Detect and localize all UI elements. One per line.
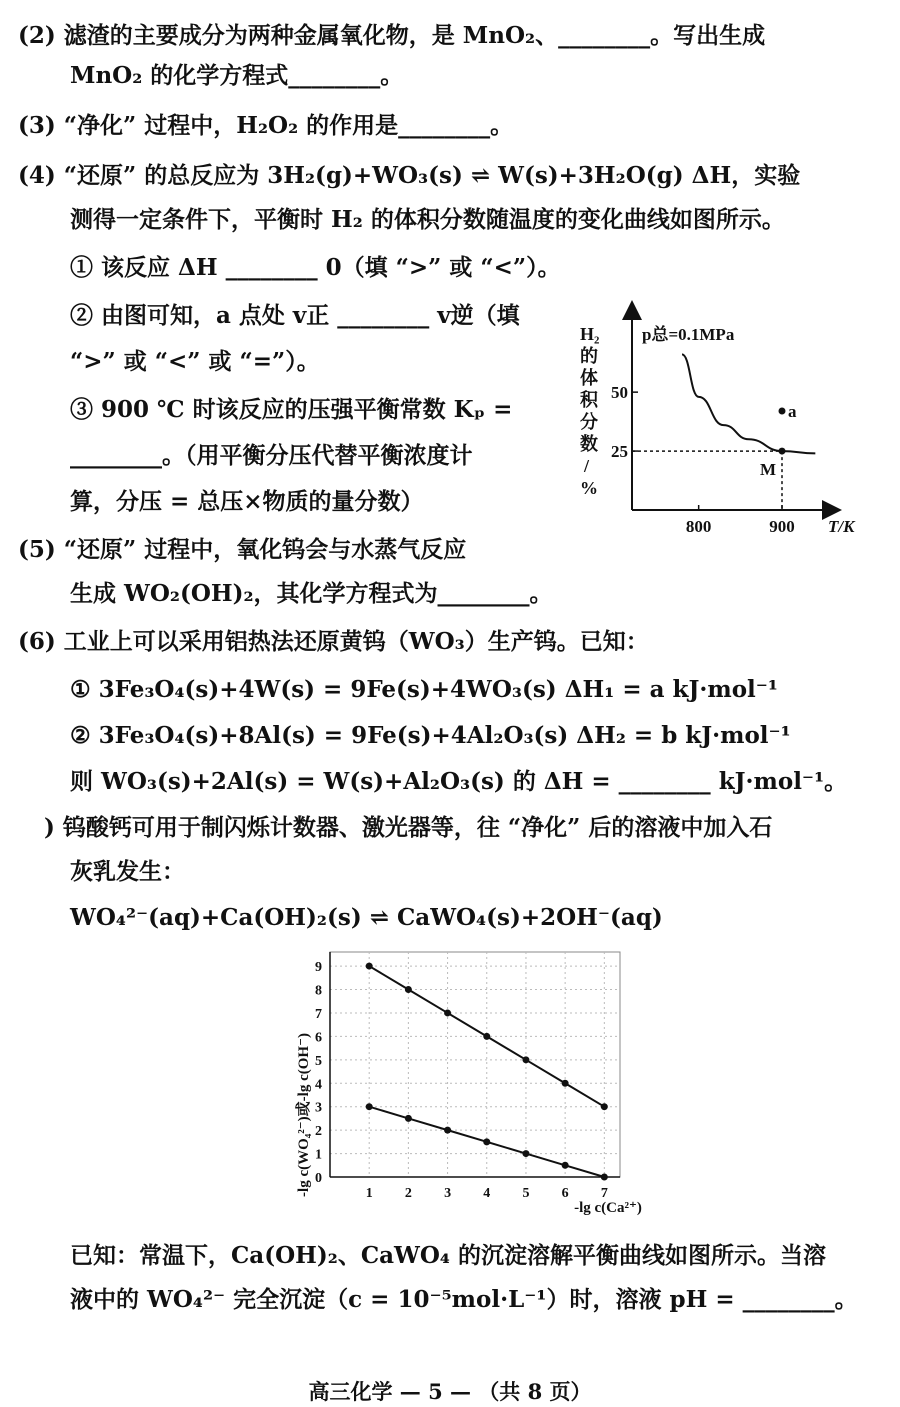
page-footer: 高三化学 — 5 — （共 8 页） bbox=[308, 1379, 592, 1404]
y-tick-label: 5 bbox=[315, 1053, 322, 1069]
line-q6-ans: 则 WO₃(s)+2Al(s) = W(s)+Al₂O₃(s) 的 ΔH = ________ kJ·mol⁻¹。 bbox=[70, 768, 848, 795]
line-q3: (3) “净化” 过程中，H₂O₂ 的作用是________。 bbox=[18, 112, 514, 139]
line-q5: (5) “还原” 过程中，氧化钨会与水蒸气反应 bbox=[18, 536, 467, 563]
y-axis-label: -lg c(WO₄²⁻)或-lg c(OH⁻) bbox=[296, 1033, 312, 1197]
y-tick-label: 6 bbox=[315, 1030, 322, 1046]
x-tick-label: 6 bbox=[561, 1186, 569, 1201]
line-q7: ) 钨酸钙可用于制闪烁计数器、激光器等，往 “净化” 后的溶液中加入石 bbox=[44, 814, 773, 841]
y-tick-label: 8 bbox=[315, 983, 322, 999]
pressure-annotation: p总=0.1MPa bbox=[642, 325, 735, 344]
line-q7-known: 已知：常温下，Ca(OH)₂、CaWO₄ 的沉淀溶解平衡曲线如图所示。当溶 bbox=[70, 1242, 826, 1269]
data-point bbox=[483, 1033, 490, 1040]
line-q4-2: ② 由图可知，a 点处 v正 ________ v逆（填 bbox=[70, 302, 520, 329]
line-q7-equation: WO₄²⁻(aq)+Ca(OH)₂(s) ⇌ CaWO₄(s)+2OH⁻(aq) bbox=[70, 904, 663, 931]
y-tick-label: 1 bbox=[315, 1147, 322, 1163]
data-point bbox=[562, 1162, 569, 1169]
x-tick-label: 900 bbox=[769, 517, 795, 536]
line-q4-desc: 测得一定条件下，平衡时 H₂ 的体积分数随温度的变化曲线如图所示。 bbox=[70, 206, 785, 233]
y-axis-label: H₂ 的体积分数/ % bbox=[580, 324, 600, 498]
data-point bbox=[522, 1056, 529, 1063]
point-a-label: a bbox=[788, 402, 797, 421]
point-a bbox=[779, 408, 786, 415]
y-tick-label: 3 bbox=[315, 1100, 322, 1116]
x-tick-label: 1 bbox=[365, 1186, 373, 1201]
data-point bbox=[522, 1150, 529, 1157]
x-axis-label: T/K bbox=[828, 517, 855, 536]
data-point bbox=[483, 1138, 490, 1145]
data-point bbox=[405, 1115, 412, 1122]
line-q4: (4) “还原” 的总反应为 3H₂(g)+WO₃(s) ⇌ W(s)+3H₂O(g) ΔH，实验 bbox=[18, 162, 801, 189]
x-tick-label: 7 bbox=[600, 1186, 608, 1201]
data-point bbox=[405, 986, 412, 993]
plot-frame bbox=[330, 952, 620, 1177]
y-tick-label: 9 bbox=[315, 960, 322, 976]
line-q4-2b: “>” 或 “<” 或 “=”）。 bbox=[70, 348, 320, 375]
h2-fraction-chart bbox=[570, 300, 870, 540]
y-tick-label: 25 bbox=[611, 442, 628, 462]
line-q2-equation: MnO₂ 的化学方程式________。 bbox=[70, 62, 404, 89]
data-point bbox=[562, 1080, 569, 1087]
line-q6: (6) 工业上可以采用铝热法还原黄钨（WO₃）生产钨。已知： bbox=[18, 628, 649, 655]
line-q6-eq2: ② 3Fe₃O₄(s)+8Al(s) = 9Fe(s)+4Al₂O₃(s) ΔH₂ = b kJ·mol⁻¹ bbox=[70, 722, 791, 749]
line-q7-ph: 液中的 WO₄²⁻ 完全沉淀（c = 10⁻⁵mol·L⁻¹）时，溶液 pH = ________。 bbox=[70, 1286, 858, 1313]
data-point bbox=[366, 1103, 373, 1110]
data-point bbox=[444, 1127, 451, 1134]
x-tick-label: 3 bbox=[444, 1186, 452, 1201]
line-q5b: 生成 WO₂(OH)₂，其化学方程式为________。 bbox=[70, 580, 553, 607]
data-point bbox=[601, 1174, 608, 1181]
x-axis-label: -lg c(Ca²⁺) bbox=[574, 1200, 642, 1216]
line-q4-3c: 算，分压 = 总压×物质的量分数） bbox=[70, 488, 424, 515]
x-tick-label: 4 bbox=[483, 1186, 491, 1201]
y-tick-label: 50 bbox=[611, 383, 628, 403]
data-point bbox=[444, 1009, 451, 1016]
y-tick-label: 7 bbox=[315, 1006, 322, 1022]
line-q4-3: ③ 900 ℃ 时该反应的压强平衡常数 Kₚ = bbox=[70, 396, 513, 423]
data-point bbox=[601, 1103, 608, 1110]
solubility-chart bbox=[278, 940, 668, 1230]
line-q2: (2) 滤渣的主要成分为两种金属氧化物，是 MnO₂、________。写出生成 bbox=[18, 22, 766, 49]
line-q4-1: ① 该反应 ΔH ________ 0（填 “>” 或 “<”）。 bbox=[70, 254, 561, 281]
data-point bbox=[366, 963, 373, 970]
line-q4-3b: ________。（用平衡分压代替平衡浓度计 bbox=[70, 442, 473, 469]
y-tick-label: 4 bbox=[315, 1077, 322, 1093]
y-tick-label: 2 bbox=[315, 1124, 322, 1140]
x-tick-label: 2 bbox=[404, 1186, 412, 1201]
x-tick-label: 800 bbox=[685, 517, 712, 536]
x-tick-label: 5 bbox=[522, 1186, 530, 1201]
point-m-label: M bbox=[760, 460, 777, 480]
y-tick-label: 0 bbox=[315, 1171, 322, 1186]
point-m bbox=[779, 448, 786, 455]
line-q7b: 灰乳发生： bbox=[70, 858, 185, 885]
line-q6-eq1: ① 3Fe₃O₄(s)+4W(s) = 9Fe(s)+4WO₃(s) ΔH₁ = a kJ·mol⁻¹ bbox=[70, 676, 778, 703]
